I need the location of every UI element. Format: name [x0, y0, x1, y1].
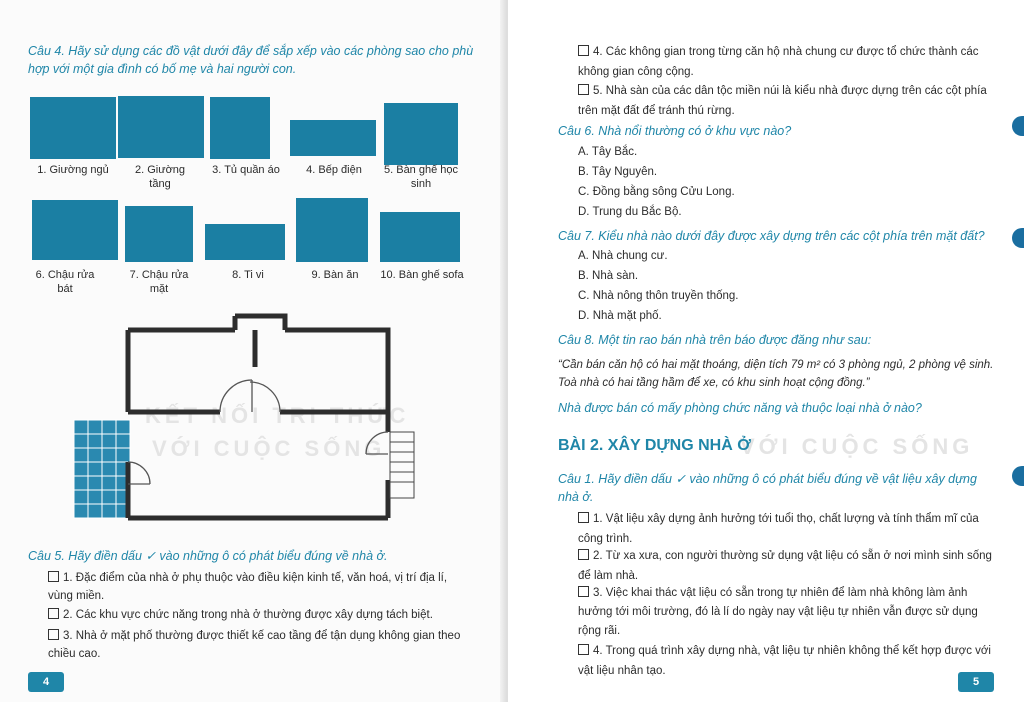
- item-label: 2. Giường tầng: [134, 164, 186, 190]
- q5-option-5[interactable]: 5. Nhà sàn của các dân tộc miền núi là kiểu nhà được dựng trên các cột phía trên mặt đất để tránh thú rừng.: [578, 85, 987, 117]
- q7-option-b[interactable]: B. Nhà sàn.: [578, 270, 639, 282]
- stove-image: [290, 120, 376, 156]
- item-label: 5. Bàn ghế học sinh: [384, 164, 459, 190]
- q6-option-a[interactable]: A. Tây Bắc.: [578, 146, 638, 158]
- desk-image: [384, 103, 458, 165]
- bunk-bed-image: [118, 96, 204, 158]
- item-label: 7. Chậu rửa mặt: [129, 269, 189, 295]
- q6-option-b[interactable]: B. Tây Nguyên.: [578, 166, 658, 178]
- bed-image: [30, 97, 116, 159]
- question-4: Câu 4. Hãy sử dụng các đồ vật dưới đây để sắp xếp vào các phòng sao cho phù hợp với một gia đình có bố mẹ và hai người con.: [28, 44, 474, 76]
- question-5: Câu 5. Hãy điền dấu ✓ vào những ô có phát biểu đúng về nhà ở.: [28, 549, 388, 563]
- item-label: 3. Tủ quần áo: [212, 164, 280, 176]
- checkbox[interactable]: [48, 629, 59, 640]
- l2q1-option-4[interactable]: 4. Trong quá trình xây dựng nhà, vật liệu tự nhiên không thể kết hợp được với vật liệu nhân tạo.: [578, 645, 991, 677]
- left-page: [0, 0, 508, 702]
- lesson2-question-1: Câu 1. Hãy điền dấu ✓ vào những ô có phát biểu đúng về vật liệu xây dựng nhà ở.: [558, 472, 977, 504]
- tv-image: [205, 224, 285, 260]
- q5-option-4[interactable]: 4. Các không gian trong từng căn hộ nhà chung cư được tổ chức thành các không gian công cộng.: [578, 46, 979, 78]
- question-7: Câu 7. Kiểu nhà nào dưới đây được xây dựng trên các cột phía trên mặt đất?: [558, 229, 985, 243]
- item-label: 10. Bàn ghế sofa: [380, 269, 464, 281]
- checkbox[interactable]: [578, 644, 589, 655]
- lesson-2-heading: BÀI 2. XÂY DỰNG NHÀ Ở: [558, 437, 751, 454]
- floor-plan: [70, 312, 430, 532]
- question-6: Câu 6. Nhà nổi thường có ở khu vực nào?: [558, 124, 792, 138]
- page-number: 5: [958, 672, 994, 692]
- terrace-grid: [74, 420, 130, 518]
- wardrobe-image: [210, 97, 270, 159]
- item-label: 4. Bếp điện: [306, 164, 362, 176]
- margin-tab-3: [1012, 466, 1024, 486]
- q6-option-c[interactable]: C. Đồng bằng sông Cửu Long.: [578, 186, 735, 198]
- q5-option-2[interactable]: 2. Các khu vực chức năng trong nhà ở thường được xây dựng tách biệt.: [48, 606, 473, 624]
- checkbox[interactable]: [48, 608, 59, 619]
- checkbox[interactable]: [578, 84, 589, 95]
- washbasin-image: [125, 206, 193, 262]
- q7-option-c[interactable]: C. Nhà nông thôn truyền thống.: [578, 290, 739, 302]
- watermark-left-1: KẾT NỐI TRI THỨC: [145, 403, 410, 428]
- q6-option-d[interactable]: D. Trung du Bắc Bộ.: [578, 206, 682, 218]
- checkbox[interactable]: [578, 512, 589, 523]
- sofa-image: [380, 212, 460, 262]
- item-label: 1. Giường ngủ: [37, 164, 109, 176]
- item-label: 9. Bàn ăn: [311, 269, 359, 281]
- item-label: 8. Ti vi: [232, 269, 264, 281]
- q7-option-a[interactable]: A. Nhà chung cư.: [578, 250, 668, 262]
- kitchen-sink-image: [32, 200, 118, 260]
- margin-tab-1: [1012, 116, 1024, 136]
- question-8-ask: Nhà được bán có mấy phòng chức năng và thuộc loại nhà ở nào?: [558, 401, 922, 415]
- l2q1-option-2[interactable]: 2. Từ xa xưa, con người thường sử dụng vật liệu có sẵn ở nơi mình sinh sống để làm nhà.: [578, 550, 992, 582]
- item-label: 6. Chậu rửa bát: [35, 269, 95, 295]
- right-page: [508, 0, 1024, 702]
- watermark-left-2: VỚI CUỘC SỐNG: [152, 436, 386, 461]
- q5-option-3[interactable]: 3. Nhà ở mặt phố thường được thiết kế cao tầng để tận dụng không gian theo chiều cao.: [48, 630, 461, 660]
- q5-option-1[interactable]: 1. Đặc điểm của nhà ở phụ thuộc vào điều kiện kinh tế, văn hoá, vị trí địa lí, vùng miền.: [48, 572, 448, 602]
- question-8: Câu 8. Một tin rao bán nhà trên báo được đăng như sau:: [558, 333, 872, 347]
- checkbox[interactable]: [578, 586, 589, 597]
- dining-table-image: [296, 198, 368, 262]
- margin-tab-2: [1012, 228, 1024, 248]
- checkbox[interactable]: [578, 45, 589, 56]
- q7-option-d[interactable]: D. Nhà mặt phố.: [578, 310, 662, 322]
- advert-quote: “Cần bán căn hộ có hai mặt thoáng, diện tích 79 m² có 3 phòng ngủ, 2 phòng vệ sinh. Toà nhà có hai tầng hầm để xe, có khu sinh hoạt cộng đồng.”: [558, 359, 994, 389]
- watermark-right: VỚI CUỘC SỐNG: [740, 434, 974, 459]
- page-number: 4: [28, 672, 64, 692]
- checkbox[interactable]: [48, 571, 59, 582]
- checkbox[interactable]: [578, 549, 589, 560]
- l2q1-option-1[interactable]: 1. Vật liệu xây dựng ảnh hưởng tới tuổi thọ, chất lượng và tính thẩm mĩ của công trình.: [578, 513, 979, 545]
- l2q1-option-3[interactable]: 3. Việc khai thác vật liệu có sẵn trong tự nhiên để làm nhà không làm ảnh hưởng tới môi trường, đó là lí do ngày nay vật liệu tự nhiên vẫn được sử dụng rộng rãi.: [578, 587, 978, 637]
